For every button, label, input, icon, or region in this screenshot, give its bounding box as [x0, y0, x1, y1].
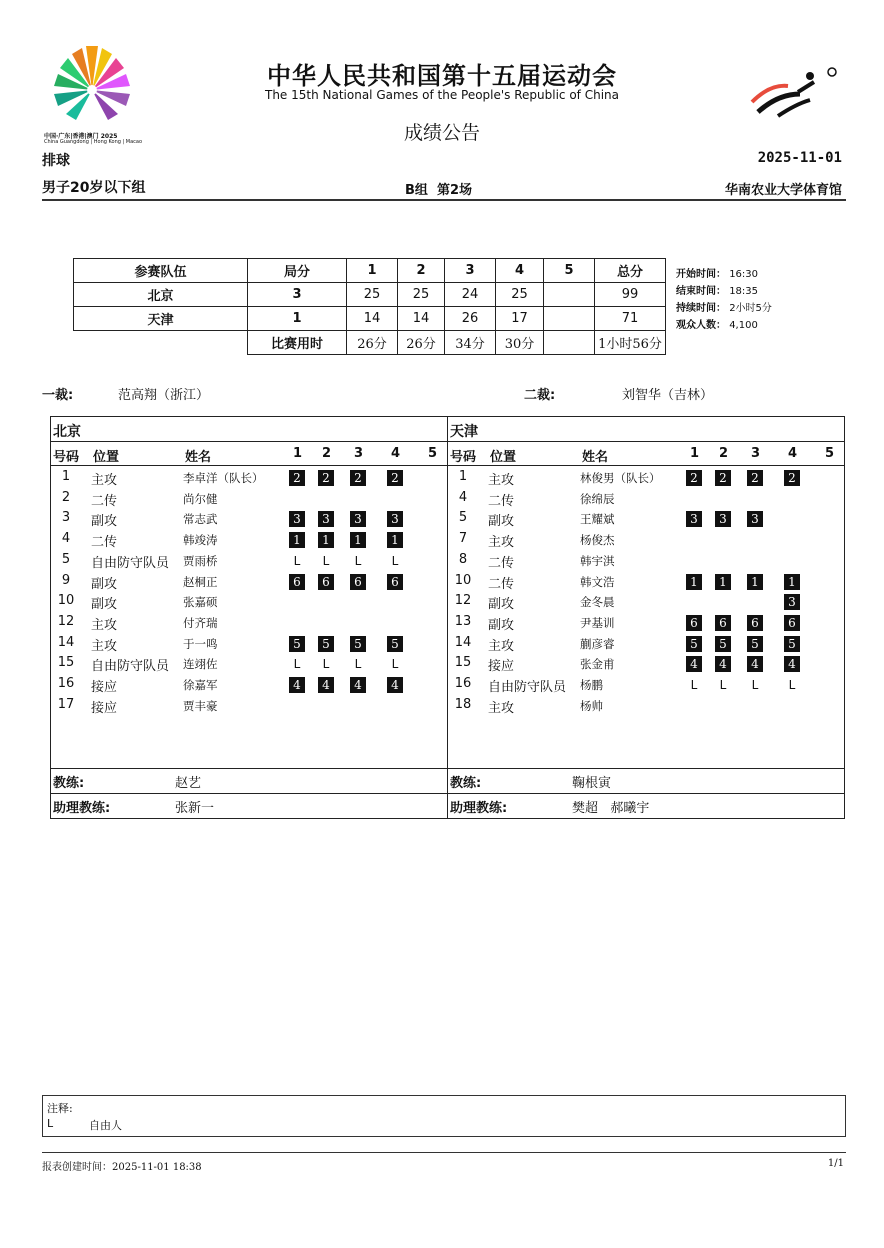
player-position: 自由防守队员 — [91, 659, 170, 675]
player-row — [448, 552, 844, 572]
roster-divider — [51, 768, 447, 769]
player-number: 4 — [61, 531, 71, 547]
roster-divider — [51, 465, 447, 466]
libero-marker: L — [322, 657, 330, 672]
total-duration: 1小时56分 — [595, 331, 666, 355]
starting-position: 4 — [715, 656, 731, 672]
starting-position: 2 — [387, 470, 403, 486]
starting-position: 2 — [784, 470, 800, 486]
score-table — [73, 258, 666, 355]
player-number: 14 — [454, 634, 472, 650]
player-position: 自由防守队员 — [488, 680, 567, 695]
duration-value: 2小时5分 — [729, 303, 772, 314]
col-num-header: 号码 — [450, 450, 477, 465]
player-row — [448, 469, 844, 489]
player-row — [51, 614, 447, 634]
report-created-time: 报表创建时间：2025-11-01 18:38 — [42, 1162, 202, 1173]
player-position: 主攻 — [91, 617, 118, 633]
note-symbol: L — [47, 1117, 54, 1130]
player-name: 于一鸣 — [183, 636, 218, 651]
starting-position: 4 — [350, 677, 366, 693]
player-name: 林俊男（队长） — [580, 471, 661, 485]
head-set-5: 5 — [544, 259, 595, 283]
starting-position: 5 — [715, 636, 731, 652]
roster-divider — [51, 441, 447, 442]
player-number: 15 — [57, 655, 75, 671]
starting-position: 1 — [686, 574, 702, 590]
roster-divider — [448, 768, 844, 769]
category-label: 男子20岁以下组 — [42, 180, 146, 196]
col-set-header: 1 — [293, 446, 303, 461]
player-row — [448, 655, 844, 675]
note-text: 自由人 — [89, 1119, 122, 1132]
logo-caption-en: China Guangdong | Hong Kong | Macao — [44, 139, 143, 145]
starting-position: 3 — [686, 511, 702, 527]
player-row — [448, 510, 844, 530]
player-number: 2 — [61, 489, 71, 505]
player-position: 副攻 — [488, 617, 515, 633]
col-set-header: 5 — [825, 446, 835, 461]
set-duration: 26分 — [347, 331, 398, 355]
player-name: 尚尔健 — [183, 491, 218, 506]
player-row — [51, 635, 447, 655]
sport-label: 排球 — [42, 153, 70, 169]
coach-name: 鞠根寅 — [572, 776, 612, 791]
match-date: 2025-11-01 — [757, 150, 842, 166]
player-name: 付齐瑞 — [183, 615, 218, 630]
set-score: 17 — [496, 307, 544, 331]
starting-position: 4 — [686, 656, 702, 672]
libero-marker: L — [354, 553, 362, 568]
player-number: 17 — [57, 696, 75, 712]
player-position: 接应 — [91, 680, 118, 695]
player-row — [448, 697, 844, 717]
starting-position: 6 — [686, 615, 702, 631]
player-number: 8 — [458, 551, 468, 567]
player-name: 尹基训 — [580, 615, 615, 630]
libero-marker: L — [719, 678, 727, 692]
player-position: 副攻 — [91, 576, 118, 592]
report-subtitle: 成绩公告 — [403, 122, 480, 144]
player-position: 二传 — [488, 555, 515, 571]
starting-position: 3 — [387, 511, 403, 527]
note-label: 注释: — [47, 1102, 73, 1115]
starting-position: 4 — [318, 677, 334, 693]
starting-position: 3 — [784, 594, 800, 610]
roster-divider — [448, 465, 844, 466]
second-referee: 刘智华（吉林） — [622, 388, 714, 403]
starting-position: 1 — [784, 574, 800, 590]
set-score — [544, 283, 595, 307]
player-number: 4 — [458, 489, 468, 505]
player-position: 主攻 — [488, 638, 515, 654]
starting-position: 2 — [715, 470, 731, 486]
player-row — [51, 490, 447, 510]
player-name: 徐嘉军 — [183, 678, 218, 692]
audience-value: 4,100 — [729, 320, 758, 331]
head-set-1: 1 — [347, 259, 398, 283]
col-set-header: 5 — [428, 446, 438, 461]
header-divider — [42, 199, 846, 201]
player-number: 13 — [454, 613, 472, 629]
team-roster-name: 天津 — [450, 424, 478, 440]
venue-label: 华南农业大学体育馆 — [724, 183, 842, 198]
starting-position: 3 — [318, 511, 334, 527]
player-number: 7 — [458, 531, 468, 547]
player-row — [51, 510, 447, 530]
set-score: 24 — [445, 283, 496, 307]
player-number: 5 — [458, 510, 468, 526]
col-set-header: 3 — [751, 446, 761, 461]
col-set-header: 2 — [719, 446, 729, 461]
player-position: 自由防守队员 — [91, 555, 170, 571]
player-position: 主攻 — [91, 638, 118, 654]
player-position: 副攻 — [91, 514, 118, 530]
set-duration: 30分 — [496, 331, 544, 355]
starting-position: 4 — [289, 677, 305, 693]
starting-position: 2 — [747, 470, 763, 486]
player-row — [51, 676, 447, 696]
start-label: 开始时间： — [676, 269, 726, 280]
starting-position: 5 — [747, 636, 763, 652]
player-position: 二传 — [91, 493, 118, 509]
player-position: 副攻 — [488, 514, 515, 530]
starting-position: 5 — [318, 636, 334, 652]
player-position: 二传 — [91, 535, 118, 551]
coach-label: 教练: — [450, 776, 482, 791]
roster-divider — [448, 441, 844, 442]
starting-position: 6 — [289, 574, 305, 590]
starting-position: 2 — [289, 470, 305, 486]
player-row — [51, 593, 447, 613]
player-name: 常志武 — [183, 512, 218, 527]
starting-position: 4 — [747, 656, 763, 672]
starting-position: 3 — [350, 511, 366, 527]
roster-divider — [448, 793, 844, 794]
end-label: 结束时间： — [676, 286, 726, 297]
starting-position: 4 — [784, 656, 800, 672]
head-total: 总分 — [595, 259, 666, 283]
set-score: 14 — [398, 307, 445, 331]
player-name: 金冬晨 — [580, 595, 615, 610]
player-number: 12 — [57, 613, 75, 629]
starting-position: 6 — [318, 574, 334, 590]
set-duration: 26分 — [398, 331, 445, 355]
match-label: B组 第2场 — [405, 183, 473, 198]
player-row — [448, 490, 844, 510]
starting-position: 3 — [747, 511, 763, 527]
player-position: 二传 — [488, 493, 515, 509]
assistant-coach-name: 樊超 郝曦宇 — [572, 801, 650, 816]
end-time: 18:35 — [729, 286, 759, 297]
starting-position: 5 — [387, 636, 403, 652]
roster-divider — [51, 793, 447, 794]
starting-position: 1 — [318, 532, 334, 548]
duration-info-label: 持续时间： — [676, 303, 726, 314]
score-row — [74, 307, 666, 331]
starting-position: 2 — [318, 470, 334, 486]
player-number: 1 — [458, 469, 468, 484]
player-number: 12 — [454, 593, 472, 609]
starting-position: 1 — [715, 574, 731, 590]
coach-label: 教练: — [53, 776, 85, 791]
player-number: 10 — [57, 593, 75, 609]
player-row — [51, 573, 447, 593]
team-roster-name: 北京 — [53, 424, 81, 440]
libero-marker: L — [751, 678, 759, 692]
col-name-header: 姓名 — [185, 450, 212, 465]
libero-marker: L — [293, 657, 301, 672]
head-sets: 局分 — [248, 259, 347, 283]
second-referee-label: 二裁: — [524, 388, 556, 403]
player-name: 连翊佐 — [183, 657, 218, 672]
player-position: 主攻 — [91, 473, 118, 488]
page-number: 1/1 — [827, 1158, 844, 1169]
player-name: 张金甫 — [580, 657, 615, 672]
col-set-header: 3 — [354, 446, 364, 461]
libero-marker: L — [690, 678, 698, 692]
match-info — [676, 266, 772, 334]
player-row — [51, 552, 447, 572]
set-score: 25 — [398, 283, 445, 307]
col-pos-header: 位置 — [93, 450, 120, 465]
player-position: 主攻 — [488, 473, 515, 488]
libero-marker: L — [391, 657, 399, 672]
first-referee: 范高翔（浙江） — [118, 388, 210, 403]
player-number: 3 — [61, 510, 71, 526]
player-name: 徐绵辰 — [580, 491, 615, 506]
first-referee-label: 一裁: — [42, 388, 74, 403]
player-position: 主攻 — [488, 700, 515, 716]
starting-position: 5 — [350, 636, 366, 652]
set-score: 14 — [347, 307, 398, 331]
player-row — [51, 697, 447, 717]
starting-position: 5 — [784, 636, 800, 652]
set-score: 25 — [347, 283, 398, 307]
starting-position: 1 — [289, 532, 305, 548]
player-name: 赵桐正 — [183, 574, 218, 589]
player-name: 蒯彦睿 — [580, 636, 615, 651]
player-position: 副攻 — [91, 597, 118, 613]
player-number: 5 — [61, 551, 71, 567]
starting-position: 3 — [715, 511, 731, 527]
libero-marker: L — [322, 553, 330, 568]
total-score: 71 — [595, 307, 666, 331]
player-name: 韩竣涛 — [183, 533, 218, 548]
score-row — [74, 283, 666, 307]
set-score: 25 — [496, 283, 544, 307]
starting-position: 6 — [387, 574, 403, 590]
duration-row — [74, 331, 666, 355]
sets-won: 3 — [248, 283, 347, 307]
team-roster — [447, 416, 845, 819]
head-set-4: 4 — [496, 259, 544, 283]
page-title: 中华人民共和国第十五届运动会 — [267, 62, 617, 90]
col-num-header: 号码 — [53, 450, 80, 465]
starting-position: 5 — [686, 636, 702, 652]
starting-position: 2 — [686, 470, 702, 486]
player-position: 副攻 — [488, 597, 515, 613]
player-number: 1 — [61, 469, 71, 484]
player-number: 14 — [57, 634, 75, 650]
head-set-2: 2 — [398, 259, 445, 283]
starting-position: 1 — [350, 532, 366, 548]
player-number: 18 — [454, 696, 472, 712]
starting-position: 1 — [747, 574, 763, 590]
volleyball-pictogram — [748, 64, 844, 124]
starting-position: 6 — [784, 615, 800, 631]
player-number: 9 — [61, 572, 71, 588]
player-name: 王耀斌 — [580, 512, 615, 527]
player-name: 杨鹏 — [580, 678, 603, 692]
assistant-coach-name: 张新一 — [175, 801, 215, 816]
footer-divider — [42, 1152, 846, 1153]
libero-marker: L — [354, 657, 362, 672]
starting-position: 2 — [350, 470, 366, 486]
player-row — [51, 655, 447, 675]
player-name: 贾雨桥 — [183, 553, 218, 568]
player-position: 二传 — [488, 576, 515, 592]
col-name-header: 姓名 — [582, 450, 609, 465]
player-name: 杨俊杰 — [580, 533, 615, 548]
starting-position: 4 — [387, 677, 403, 693]
player-row — [448, 676, 844, 696]
col-set-header: 2 — [322, 446, 332, 461]
player-position: 接应 — [488, 659, 515, 675]
player-row — [448, 614, 844, 634]
libero-marker: L — [293, 553, 301, 568]
starting-position: 3 — [289, 511, 305, 527]
player-number: 10 — [454, 572, 472, 588]
team-roster — [50, 416, 448, 819]
player-number: 16 — [454, 676, 472, 691]
head-set-3: 3 — [445, 259, 496, 283]
player-name: 韩文浩 — [580, 574, 615, 589]
col-pos-header: 位置 — [490, 450, 517, 465]
score-header-row — [74, 259, 666, 283]
note-box — [42, 1095, 846, 1137]
assistant-coach-label: 助理教练: — [450, 801, 508, 816]
starting-position: 6 — [747, 615, 763, 631]
starting-position: 6 — [350, 574, 366, 590]
duration-label: 比赛用时 — [248, 331, 347, 355]
set-duration: 34分 — [445, 331, 496, 355]
player-name: 贾丰豪 — [183, 698, 218, 713]
page-title-en: The 15th National Games of the People's Republic of China — [264, 88, 620, 102]
sets-won: 1 — [248, 307, 347, 331]
player-name: 李卓洋（队长） — [183, 471, 264, 485]
coach-name: 赵艺 — [175, 776, 202, 791]
head-team: 参赛队伍 — [74, 259, 248, 283]
assistant-coach-label: 助理教练: — [53, 801, 111, 816]
audience-label: 观众人数： — [676, 320, 726, 331]
player-row — [51, 469, 447, 489]
player-name: 张嘉硕 — [183, 595, 218, 610]
total-score: 99 — [595, 283, 666, 307]
starting-position: 5 — [289, 636, 305, 652]
libero-marker: L — [391, 553, 399, 568]
player-row — [448, 573, 844, 593]
team-name: 天津 — [74, 307, 248, 331]
team-name: 北京 — [74, 283, 248, 307]
player-row — [448, 593, 844, 613]
set-score — [544, 307, 595, 331]
logo-caption-cn: 中国·广东|香港|澳门 2025 — [44, 133, 118, 140]
player-row — [51, 531, 447, 551]
starting-position: 1 — [387, 532, 403, 548]
player-name: 杨帅 — [580, 698, 603, 713]
player-row — [448, 635, 844, 655]
player-position: 主攻 — [488, 535, 515, 551]
libero-marker: L — [788, 678, 796, 692]
starting-position: 6 — [715, 615, 731, 631]
volleyball-icon — [748, 64, 844, 124]
player-row — [448, 531, 844, 551]
start-time: 16:30 — [729, 269, 759, 280]
player-number: 15 — [454, 655, 472, 671]
col-set-header: 4 — [391, 446, 401, 461]
col-set-header: 1 — [690, 446, 700, 461]
set-duration — [544, 331, 595, 355]
col-set-header: 4 — [788, 446, 798, 461]
player-number: 16 — [57, 676, 75, 691]
player-name: 韩宇淇 — [580, 553, 615, 568]
player-position: 接应 — [91, 700, 118, 716]
set-score: 26 — [445, 307, 496, 331]
